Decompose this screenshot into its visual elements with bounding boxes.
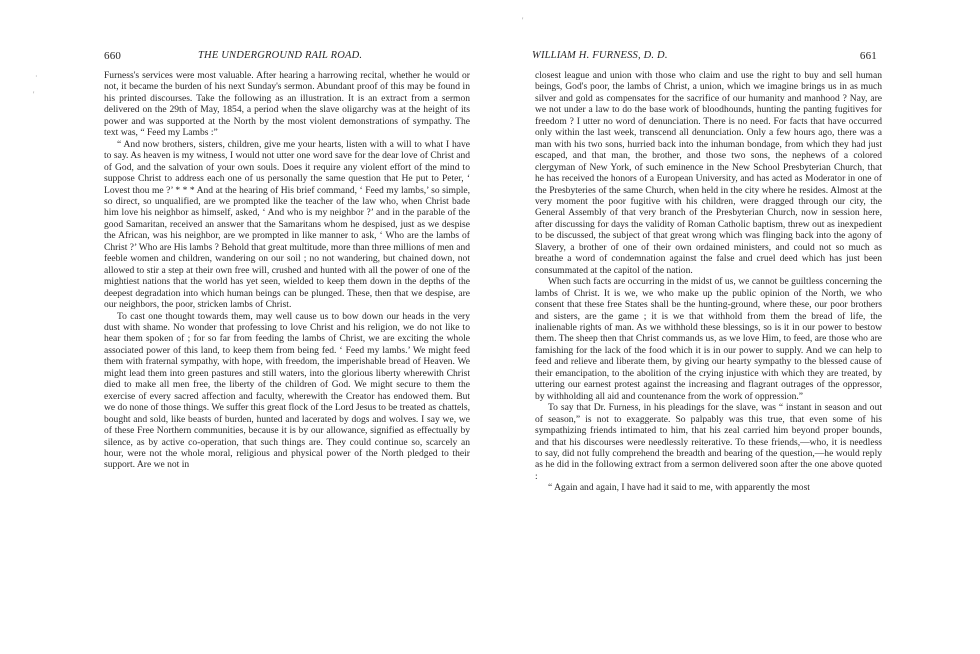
left-running-head: THE UNDERGROUND RAIL ROAD. (198, 50, 363, 61)
paragraph: closest league and union with those who claim and use the right to buy and sell human beings, God's poor, the lambs of Christ, a union, which we imagine brings us in as much silver and gold as compensates for the sacrifice of our humanity and manhood ? Nay, are we not under a law to do the base work of bloodhounds, hunting the panting fugitives for freedom ? I utter no word of denunciation. There is no need. For facts that have occurred only within the last week, transcend all denunciation. Only a few hours ago, there was a man with his two sons, hurried back into the inhuman bondage, from which they had just escaped, and that man, the brother, and those two sons, the nephews of a colored clergyman of New York, of such eminence in the New School Presbyterian Church, that he has received the honors of a European University, and has acted as Moderator in one of the Presbyteries of the same Church, when held in the city where he resides. Almost at the very moment the poor fugitive with his children, were dragged through our city, the General Assembly of that very branch of the Presbyterian Church, now in session here, after discussing for days the validity of Roman Catholic baptism, threw out as inexpedient to be discussed, the subject of that great wrong which was flinging back into the agony of Slavery, a brother of one of their own ordained ministers, and could not so much as breathe a word of condemnation against the false and cruel deed which has just been consummated at the capitol of the nation. (535, 70, 882, 276)
right-page-number: 661 (859, 50, 877, 62)
left-page-header (104, 50, 469, 64)
paragraph: Furness's services were most valuable. After hearing a harrowing recital, whether he would or not, it became the burden of his next Sunday's sermon. Abundant proof of this may be found in his printed discourses. Take the following as an illustration. It is an extract from a sermon delivered on the 29th of May, 1854, a period when the slave oligarchy was at the height of its power and was supported at the North by the most violent demonstrations of sympathy. The text was, “ Feed my Lambs :” (104, 70, 470, 139)
left-page-number: 660 (104, 50, 122, 62)
paragraph: “ And now brothers, sisters, children, give me your hearts, listen with a will to what I have to say. As heaven is my witness, I would not utter one word save for the dear love of Christ and of God, and the salvation of your own souls. Does it require any violent effort of the mind to suppose Christ to address each one of us personally the same question that He put to Peter, ‘ Lovest thou me ?’ * * * And at the hearing of His brief command, ‘ Feed my lambs,’ so simple, so direct, so unqualified, are we prompted like the teacher of the law who, when Christ bade him love his neighbor as himself, asked, ‘ And who is my neighbor ?’ and in the parable of the good Samaritan, received an answer that the Samaritans whom he despised, just as we despise the African, was his neighbor, are we prompted in like manner to ask, ‘ Who are the lambs of Christ ?’ Who are His lambs ? Behold that great multitude, more than three millions of men and feeble women and children, wandering on our soil ; no not wandering, but chained down, not allowed to stir a step at their own free will, crushed and hunted with all the power of one of the mightiest nations that the world has yet seen, wielded to keep them down in the depths of the deepest degradation into which human beings can be plunged. These, then that we despise, are our neighbors, the poor, stricken lambs of Christ. (104, 138, 470, 311)
right-page-body (535, 70, 882, 494)
right-page-header (532, 50, 877, 64)
margin-mark: ' (522, 16, 524, 25)
paragraph: “ Again and again, I have had it said to me, with apparently the most (548, 482, 810, 494)
paragraph: To cast one thought towards them, may well cause us to bow down our heads in the very dust with shame. No wonder that professing to love Christ and his religion, we do not like to hear them spoken of ; for so far from feeding the lambs of Christ, we are exciting the whole associated power of this land, to keep them from being fed. ‘ Feed my lambs.’ We might feed them with fraternal sympathy, with hope, with freedom, the imperishable bread of Heaven. We might lead them into green pastures and still waters, into the glorious liberty wherewith Christ died to make all men free, the liberty of the children of God. We might secure to them the exercise of every sacred affection and faculty, wherewith the Creator has endowed them. But we do none of those things. We suffer this great flock of the Lord Jesus to be treated as chattels, bought and sold, like beasts of burden, hunted and lacerated by dogs and wolves. I say we, we of these Free Northern communities, because it is by our allowance, signified as effectually by silence, as by active co-operation, that such things are. They could continue so, scarcely an hour, were not the whole moral, religious and physical power of the North pledged to their support. Are we not in (104, 310, 470, 471)
right-running-head: WILLIAM H. FURNESS, D. D. (532, 50, 668, 61)
left-page-body (104, 70, 470, 471)
paragraph: When such facts are occurring in the midst of us, we cannot be guiltless concerning the lambs of Christ. It is we, we who make up the public opinion of the North, we who consent that these free States shall be the hunting-ground, where these, our poor brothers and sisters, are the game ; it is we that withhold from them the bread of life, the inalienable rights of man. As we withhold these blessings, so is it in our power to bestow them. The sheep then that Christ commands us, as we love Him, to feed, are those who are famishing for the lack of the food which it is in our power to supply. And we can help to feed and relieve and liberate them, by giving our hearty sympathy to the blessed cause of their emancipation, to the abolition of the crying injustice with which they are treated, by uttering our earnest protest against the increasing and flagrant outrages of the oppressor, by withholding all aid and countenance from the work of oppression.” (535, 276, 882, 402)
margin-mark: ' (33, 90, 35, 99)
right-page (490, 0, 980, 654)
margin-mark: · (35, 72, 38, 81)
paragraph: To say that Dr. Furness, in his pleadings for the slave, was “ instant in season and out of season,” is not to exaggerate. So palpably was this true, that even some of his sympathizing friends intimated to him, that his zeal carried him beyond proper bounds, and that his discourses were needlessly reiterative. To these friends,—who, it is needless to say, did not fully comprehend the breadth and bearing of the question,—he would reply as he did in the following extract from a sermon delivered soon after the one above quoted : (535, 402, 882, 482)
